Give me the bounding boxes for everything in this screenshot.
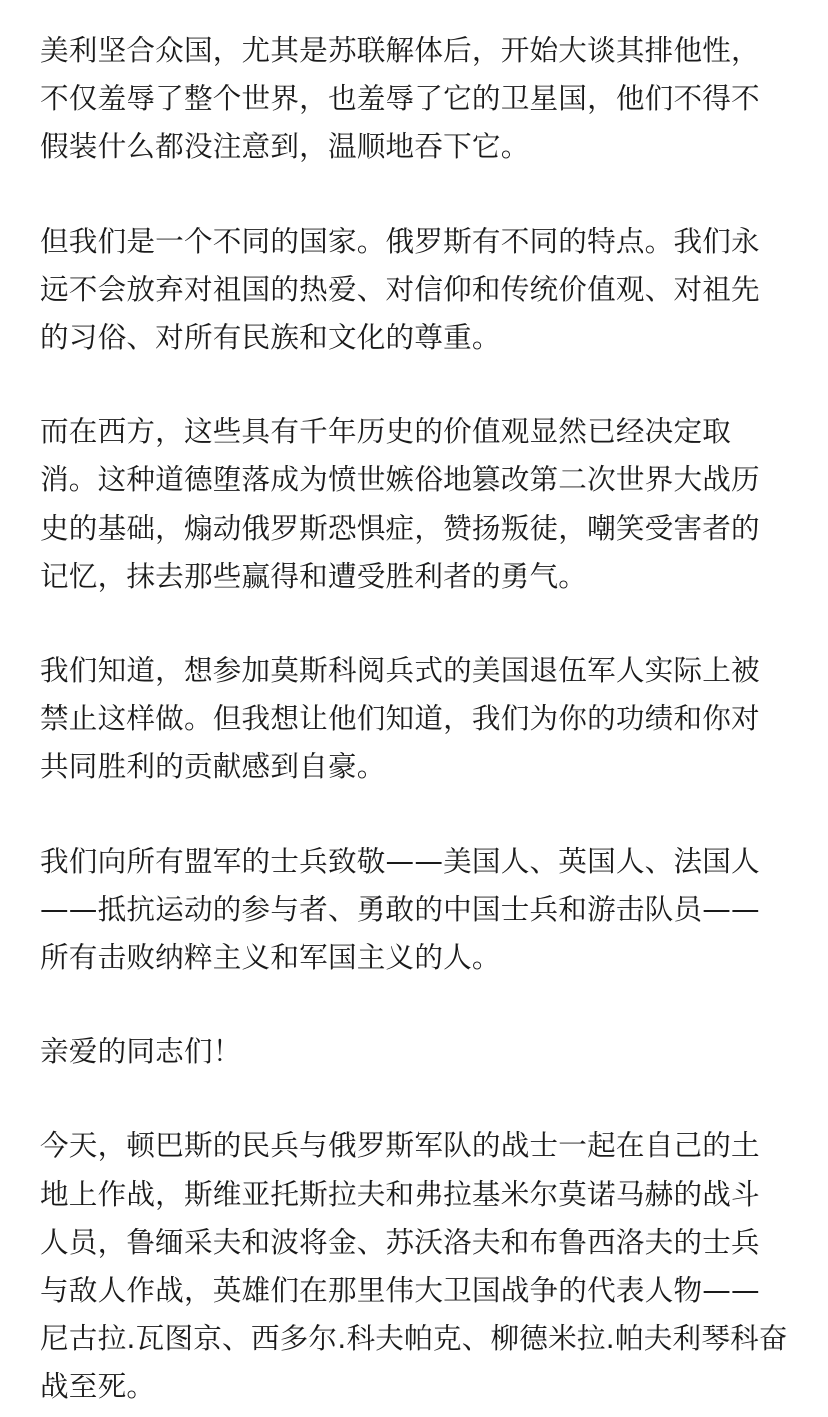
paragraph-4: 我们知道，想参加莫斯科阅兵式的美国退伍军人实际上被禁止这样做。但我想让他们知道，我们为你的功绩和你对共同胜利的贡献感到自豪。	[40, 653, 760, 784]
paragraph-1: 美利坚合众国，尤其是苏联解体后，开始大谈其排他性，不仅羞辱了整个世界，也羞辱了它的卫星国，他们不得不假装什么都没注意到，温顺地吞下它。	[40, 33, 760, 164]
paragraph-5: 我们向所有盟军的士兵致敬——美国人、英国人、法国人——抵抗运动的参与者、勇敢的中国士兵和游击队员——所有击败纳粹主义和军国主义的人。	[40, 843, 760, 975]
paragraph-6: 亲爱的同志们！	[40, 1034, 242, 1069]
paragraph-7: 今天，顿巴斯的民兵与俄罗斯军队的战士一起在自己的土地上作战，斯维亚托斯拉夫和弗拉基米尔莫诺马赫的战斗人员，鲁缅采夫和波将金、苏沃洛夫和布鲁西洛夫的士兵与敌人作战，英雄们在那里伟大卫国战争的代表人物——尼古拉.瓦图京、西多尔.科夫帕克、柳德米拉.帕夫利琴科奋战至死。	[40, 1128, 788, 1404]
paragraph-2: 但我们是一个不同的国家。俄罗斯有不同的特点。我们永远不会放弃对祖国的热爱、对信仰和传统价值观、对祖先的习俗、对所有民族和文化的尊重。	[40, 223, 760, 355]
paragraph-3: 而在西方，这些具有千年历史的价值观显然已经决定取消。这种道德堕落成为愤世嫉俗地篡改第二次世界大战历史的基础，煽动俄罗斯恐惧症，赞扬叛徒，嘲笑受害者的记忆，抹去那些赢得和遭受胜利者的勇气。	[40, 414, 760, 593]
